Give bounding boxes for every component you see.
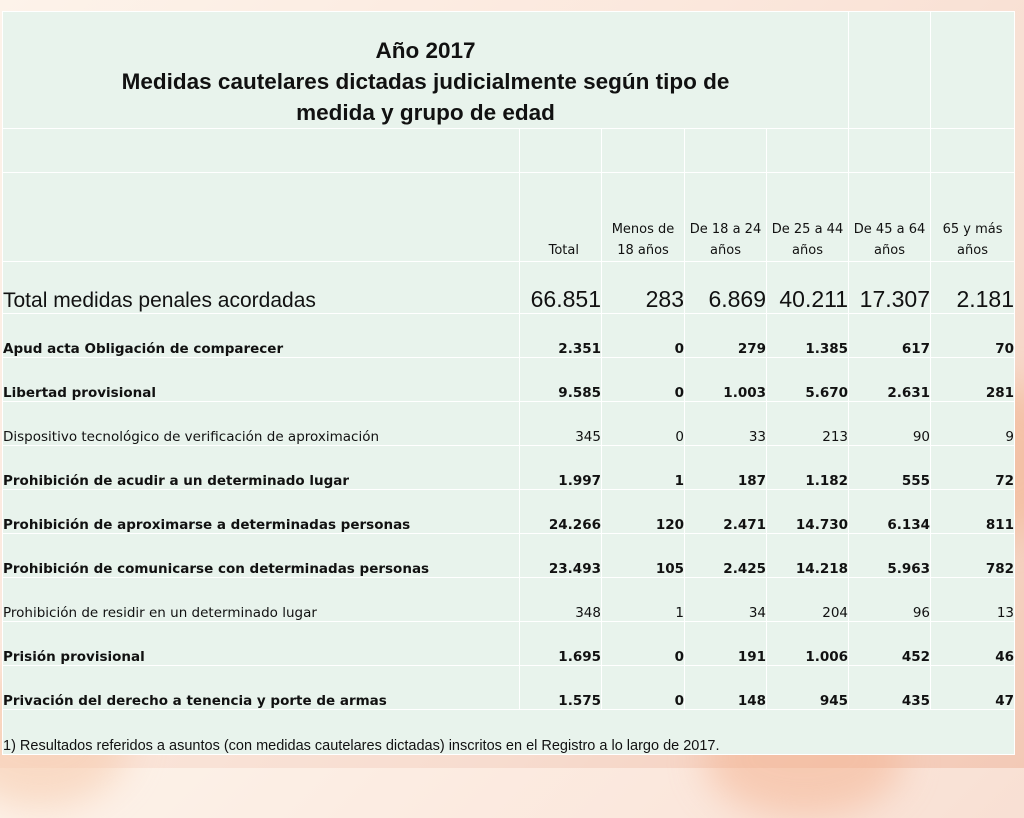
total-value: 66.851 xyxy=(520,262,602,314)
column-header: De 45 a 64 años xyxy=(849,173,931,262)
cell-value: 24.266 xyxy=(520,490,602,534)
empty-cell xyxy=(849,129,931,173)
cell-value: 1.997 xyxy=(520,446,602,490)
cell-value: 1.182 xyxy=(767,446,849,490)
cell-value: 120 xyxy=(602,490,685,534)
cell-value: 6.134 xyxy=(849,490,931,534)
page-title xyxy=(3,12,849,129)
cell-value: 34 xyxy=(685,578,767,622)
column-header: De 25 a 44 años xyxy=(767,173,849,262)
total-value: 2.181 xyxy=(931,262,1015,314)
empty-cell xyxy=(931,129,1015,173)
total-value: 6.869 xyxy=(685,262,767,314)
table-row xyxy=(3,402,1015,446)
cell-value: 5.963 xyxy=(849,534,931,578)
cell-value: 191 xyxy=(685,622,767,666)
cell-value: 811 xyxy=(931,490,1015,534)
row-label: Prohibición de aproximarse a determinadas personas xyxy=(3,490,520,534)
cell-value: 1 xyxy=(602,446,685,490)
table-row xyxy=(3,534,1015,578)
column-header: De 18 a 24 años xyxy=(685,173,767,262)
cell-value: 0 xyxy=(602,314,685,358)
total-row xyxy=(3,262,1015,314)
cell-value: 0 xyxy=(602,402,685,446)
cell-value: 0 xyxy=(602,622,685,666)
table-row xyxy=(3,622,1015,666)
table-row xyxy=(3,490,1015,534)
table-row xyxy=(3,314,1015,358)
title-year: Año 2017 xyxy=(375,38,476,63)
cell-value: 5.670 xyxy=(767,358,849,402)
cell-value: 782 xyxy=(931,534,1015,578)
total-value: 40.211 xyxy=(767,262,849,314)
empty-cell xyxy=(520,129,602,173)
cell-value: 1.385 xyxy=(767,314,849,358)
cell-value: 555 xyxy=(849,446,931,490)
cell-value: 945 xyxy=(767,666,849,710)
cell-value: 213 xyxy=(767,402,849,446)
cell-value: 2.471 xyxy=(685,490,767,534)
cell-value: 148 xyxy=(685,666,767,710)
empty-cell xyxy=(3,173,520,262)
cell-value: 281 xyxy=(931,358,1015,402)
cell-value: 345 xyxy=(520,402,602,446)
cell-value: 2.631 xyxy=(849,358,931,402)
cell-value: 348 xyxy=(520,578,602,622)
data-table xyxy=(2,11,1015,755)
cell-value: 1.006 xyxy=(767,622,849,666)
row-label: Libertad provisional xyxy=(3,358,520,402)
row-label: Prisión provisional xyxy=(3,622,520,666)
column-header: 65 y más años xyxy=(931,173,1015,262)
empty-cell xyxy=(849,12,931,129)
cell-value: 14.218 xyxy=(767,534,849,578)
footnote: 1) Resultados referidos a asuntos (con medidas cautelares dictadas) inscritos en el Registro a lo largo de 2017. xyxy=(3,710,1015,755)
row-label: Privación del derecho a tenencia y porte de armas xyxy=(3,666,520,710)
cell-value: 1.695 xyxy=(520,622,602,666)
row-label: Apud acta Obligación de comparecer xyxy=(3,314,520,358)
cell-value: 90 xyxy=(849,402,931,446)
table-row xyxy=(3,578,1015,622)
row-label: Prohibición de acudir a un determinado lugar xyxy=(3,446,520,490)
cell-value: 23.493 xyxy=(520,534,602,578)
table-row xyxy=(3,446,1015,490)
cell-value: 435 xyxy=(849,666,931,710)
cell-value: 14.730 xyxy=(767,490,849,534)
cell-value: 96 xyxy=(849,578,931,622)
cell-value: 0 xyxy=(602,666,685,710)
cell-value: 105 xyxy=(602,534,685,578)
cell-value: 47 xyxy=(931,666,1015,710)
column-header: Menos de 18 años xyxy=(602,173,685,262)
cell-value: 0 xyxy=(602,358,685,402)
empty-cell xyxy=(602,129,685,173)
table-row xyxy=(3,358,1015,402)
cell-value: 1 xyxy=(602,578,685,622)
cell-value: 9 xyxy=(931,402,1015,446)
empty-cell xyxy=(931,12,1015,129)
column-header-row xyxy=(3,173,1015,262)
total-label: Total medidas penales acordadas xyxy=(3,262,520,314)
row-label: Prohibición de residir en un determinado lugar xyxy=(3,578,520,622)
cell-value: 33 xyxy=(685,402,767,446)
cell-value: 46 xyxy=(931,622,1015,666)
cell-value: 617 xyxy=(849,314,931,358)
cell-value: 452 xyxy=(849,622,931,666)
total-value: 17.307 xyxy=(849,262,931,314)
empty-cell xyxy=(3,129,520,173)
cell-value: 279 xyxy=(685,314,767,358)
row-label: Dispositivo tecnológico de verificación de aproximación xyxy=(3,402,520,446)
cell-value: 13 xyxy=(931,578,1015,622)
cell-value: 1.003 xyxy=(685,358,767,402)
cell-value: 1.575 xyxy=(520,666,602,710)
empty-cell xyxy=(767,129,849,173)
row-label: Prohibición de comunicarse con determinadas personas xyxy=(3,534,520,578)
cell-value: 2.425 xyxy=(685,534,767,578)
cell-value: 72 xyxy=(931,446,1015,490)
column-header: Total xyxy=(520,173,602,262)
empty-cell xyxy=(685,129,767,173)
cell-value: 70 xyxy=(931,314,1015,358)
cell-value: 2.351 xyxy=(520,314,602,358)
total-value: 283 xyxy=(602,262,685,314)
title-line: Medidas cautelares dictadas judicialmente según tipo de xyxy=(121,69,730,94)
cell-value: 9.585 xyxy=(520,358,602,402)
cell-value: 187 xyxy=(685,446,767,490)
title-line: medida y grupo de edad xyxy=(296,100,555,125)
cell-value: 204 xyxy=(767,578,849,622)
table-row xyxy=(3,666,1015,710)
